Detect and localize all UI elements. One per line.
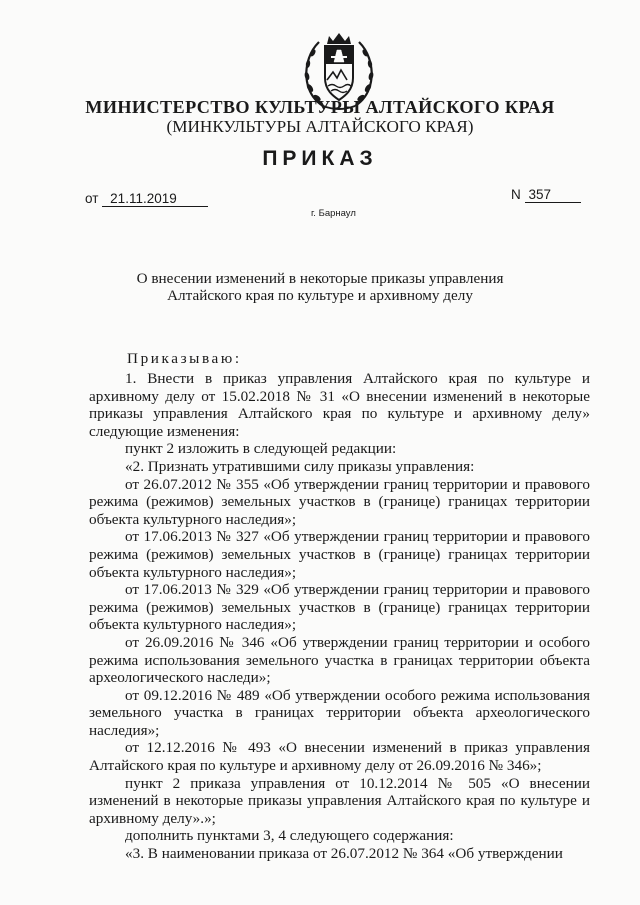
order-number [511,187,581,203]
body-paragraph: 1. Внести в приказ управления Алтайского края по культуре и архивному делу от 15.02.2018 № 31 «О внесении изменений в некоторые приказы управления Алтайского края по культуре и архивному делу» следующие изменения: [89,370,590,440]
body-paragraph: «3. В наименовании приказа от 26.07.2012 № 364 «Об утверждении [125,845,563,863]
city: г. Барнаул [311,208,356,219]
subject-line: О внесении изменений в некоторые приказы управления [136,270,504,287]
body-paragraph: «2. Признать утратившими силу приказы управления: [125,457,475,475]
order-subject [100,270,540,304]
body-paragraph: от 17.06.2013 № 327 «Об утверждении границ территории и правового режима (режимов) земельных участков в (границе) границах территории объекта культурного наследия»; [89,528,590,581]
body-paragraph: от 26.07.2012 № 355 «Об утверждении границ территории и правового режима (режимов) земельных участков в (границе) границах территории объекта культурного наследия»; [89,475,590,528]
order-body [89,370,590,863]
subject-line: Алтайского края по культуре и архивному делу [167,287,473,304]
date-prefix: от [85,191,99,206]
body-paragraph: от 26.09.2016 № 346 «Об утверждении границ территории и особого режима использования земельного участка в границах территории объекта археологического наследи»; [89,633,590,687]
order-directive: Приказываю: [127,350,242,367]
order-date [85,191,208,207]
body-paragraph: пункт 2 приказа управления от 10.12.2014 № 505 «О внесении изменений в некоторые приказы управления Алтайского края по культуре и архивному делу».»; [89,774,590,827]
body-paragraph: от 12.12.2016 № 493 «О внесении изменений в приказ управления Алтайского края по культуре и архивному делу от 26.09.2016 № 346»; [89,739,590,775]
number-value: 357 [525,187,581,203]
number-prefix: N [511,187,521,202]
body-paragraph: от 17.06.2013 № 329 «Об утверждении границ территории и правового режима (режимов) земельных участков в (границе) границах территории объекта культурного наследия»; [89,581,590,634]
date-value: 21.11.2019 [102,191,208,207]
body-paragraph: пункт 2 изложить в следующей редакции: [125,440,397,458]
ministry-name: МИНИСТЕРСТВО КУЛЬТУРЫ АЛТАЙСКОГО КРАЯ [85,97,555,117]
document-type-title: ПРИКАЗ [262,147,378,170]
body-paragraph: дополнить пунктами 3, 4 следующего содержания: [125,827,454,845]
ministry-short-name: (МИНКУЛЬТУРЫ АЛТАЙСКОГО КРАЯ) [166,117,474,136]
body-paragraph: от 09.12.2016 № 489 «Об утверждении особого режима использования земельного участка в границах территории объекта археологического наследия»; [89,686,590,739]
